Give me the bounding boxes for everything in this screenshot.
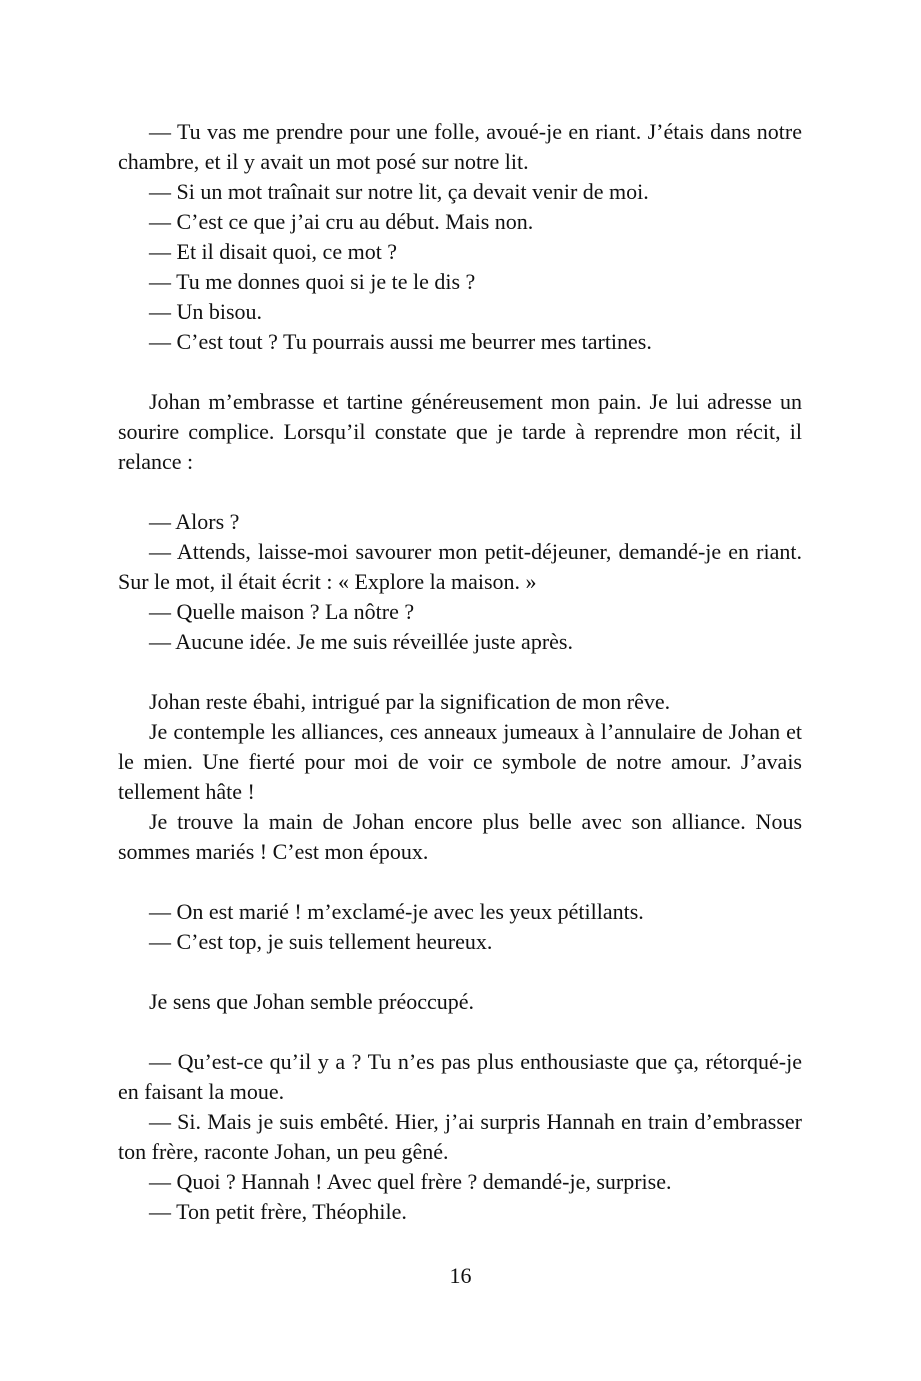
paragraph-gap — [118, 867, 802, 897]
narrative-paragraph: Je trouve la main de Johan encore plus belle avec son alliance. Nous sommes mariés ! C’est mon époux. — [118, 809, 802, 864]
dialogue-line: — C’est top, je suis tellement heureux. — [149, 929, 493, 954]
paragraph-gap — [118, 357, 802, 387]
dialogue-line: — On est marié ! m’exclamé-je avec les yeux pétillants. — [149, 899, 644, 924]
narrative-paragraph: Je contemple les alliances, ces anneaux jumeaux à l’annulaire de Johan et le mien. Une fierté pour moi de voir ce symbole de notre amour. J’avais tellement hâte ! — [118, 719, 802, 804]
dialogue-line: — Si. Mais je suis embêté. Hier, j’ai surpris Hannah en train d’embrasser ton frère, raconte Johan, un peu gêné. — [118, 1109, 802, 1164]
paragraph-gap — [118, 477, 802, 507]
dialogue-line: — Et il disait quoi, ce mot ? — [149, 239, 398, 264]
dialogue-line: — C’est ce que j’ai cru au début. Mais non. — [149, 209, 534, 234]
dialogue-line: — Aucune idée. Je me suis réveillée juste après. — [149, 629, 573, 654]
dialogue-line: — Un bisou. — [149, 299, 263, 324]
dialogue-line: — Alors ? — [149, 509, 240, 534]
dialogue-line: — Tu me donnes quoi si je te le dis ? — [149, 269, 476, 294]
dialogue-line: — C’est tout ? Tu pourrais aussi me beurrer mes tartines. — [149, 329, 652, 354]
page-number: 16 — [449, 1263, 472, 1288]
dialogue-line: — Si un mot traînait sur notre lit, ça devait venir de moi. — [149, 179, 649, 204]
dialogue-line: — Quoi ? Hannah ! Avec quel frère ? demandé-je, surprise. — [149, 1169, 672, 1194]
dialogue-line: — Ton petit frère, Théophile. — [149, 1199, 407, 1224]
dialogue-line: — Quelle maison ? La nôtre ? — [149, 599, 415, 624]
dialogue-line: — Tu vas me prendre pour une folle, avoué-je en riant. J’étais dans notre chambre, et il y avait un mot posé sur notre lit. — [118, 119, 802, 174]
paragraph-gap — [118, 957, 802, 987]
narrative-paragraph: Je sens que Johan semble préoccupé. — [149, 989, 475, 1014]
dialogue-line: — Attends, laisse-moi savourer mon petit-déjeuner, demandé-je en riant. Sur le mot, il était écrit : « Explore la maison. » — [118, 539, 802, 594]
paragraph-gap — [118, 1017, 802, 1047]
body-text — [118, 117, 802, 1227]
narrative-paragraph: Johan reste ébahi, intrigué par la signification de mon rêve. — [149, 689, 671, 714]
narrative-paragraph: Johan m’embrasse et tartine généreusement mon pain. Je lui adresse un sourire complice. Lorsqu’il constate que je tarde à reprendre mon récit, il relance : — [118, 389, 802, 474]
paragraph-gap — [118, 657, 802, 687]
dialogue-line: — Qu’est-ce qu’il y a ? Tu n’es pas plus enthousiaste que ça, rétorqué-je en faisant la moue. — [118, 1049, 802, 1104]
